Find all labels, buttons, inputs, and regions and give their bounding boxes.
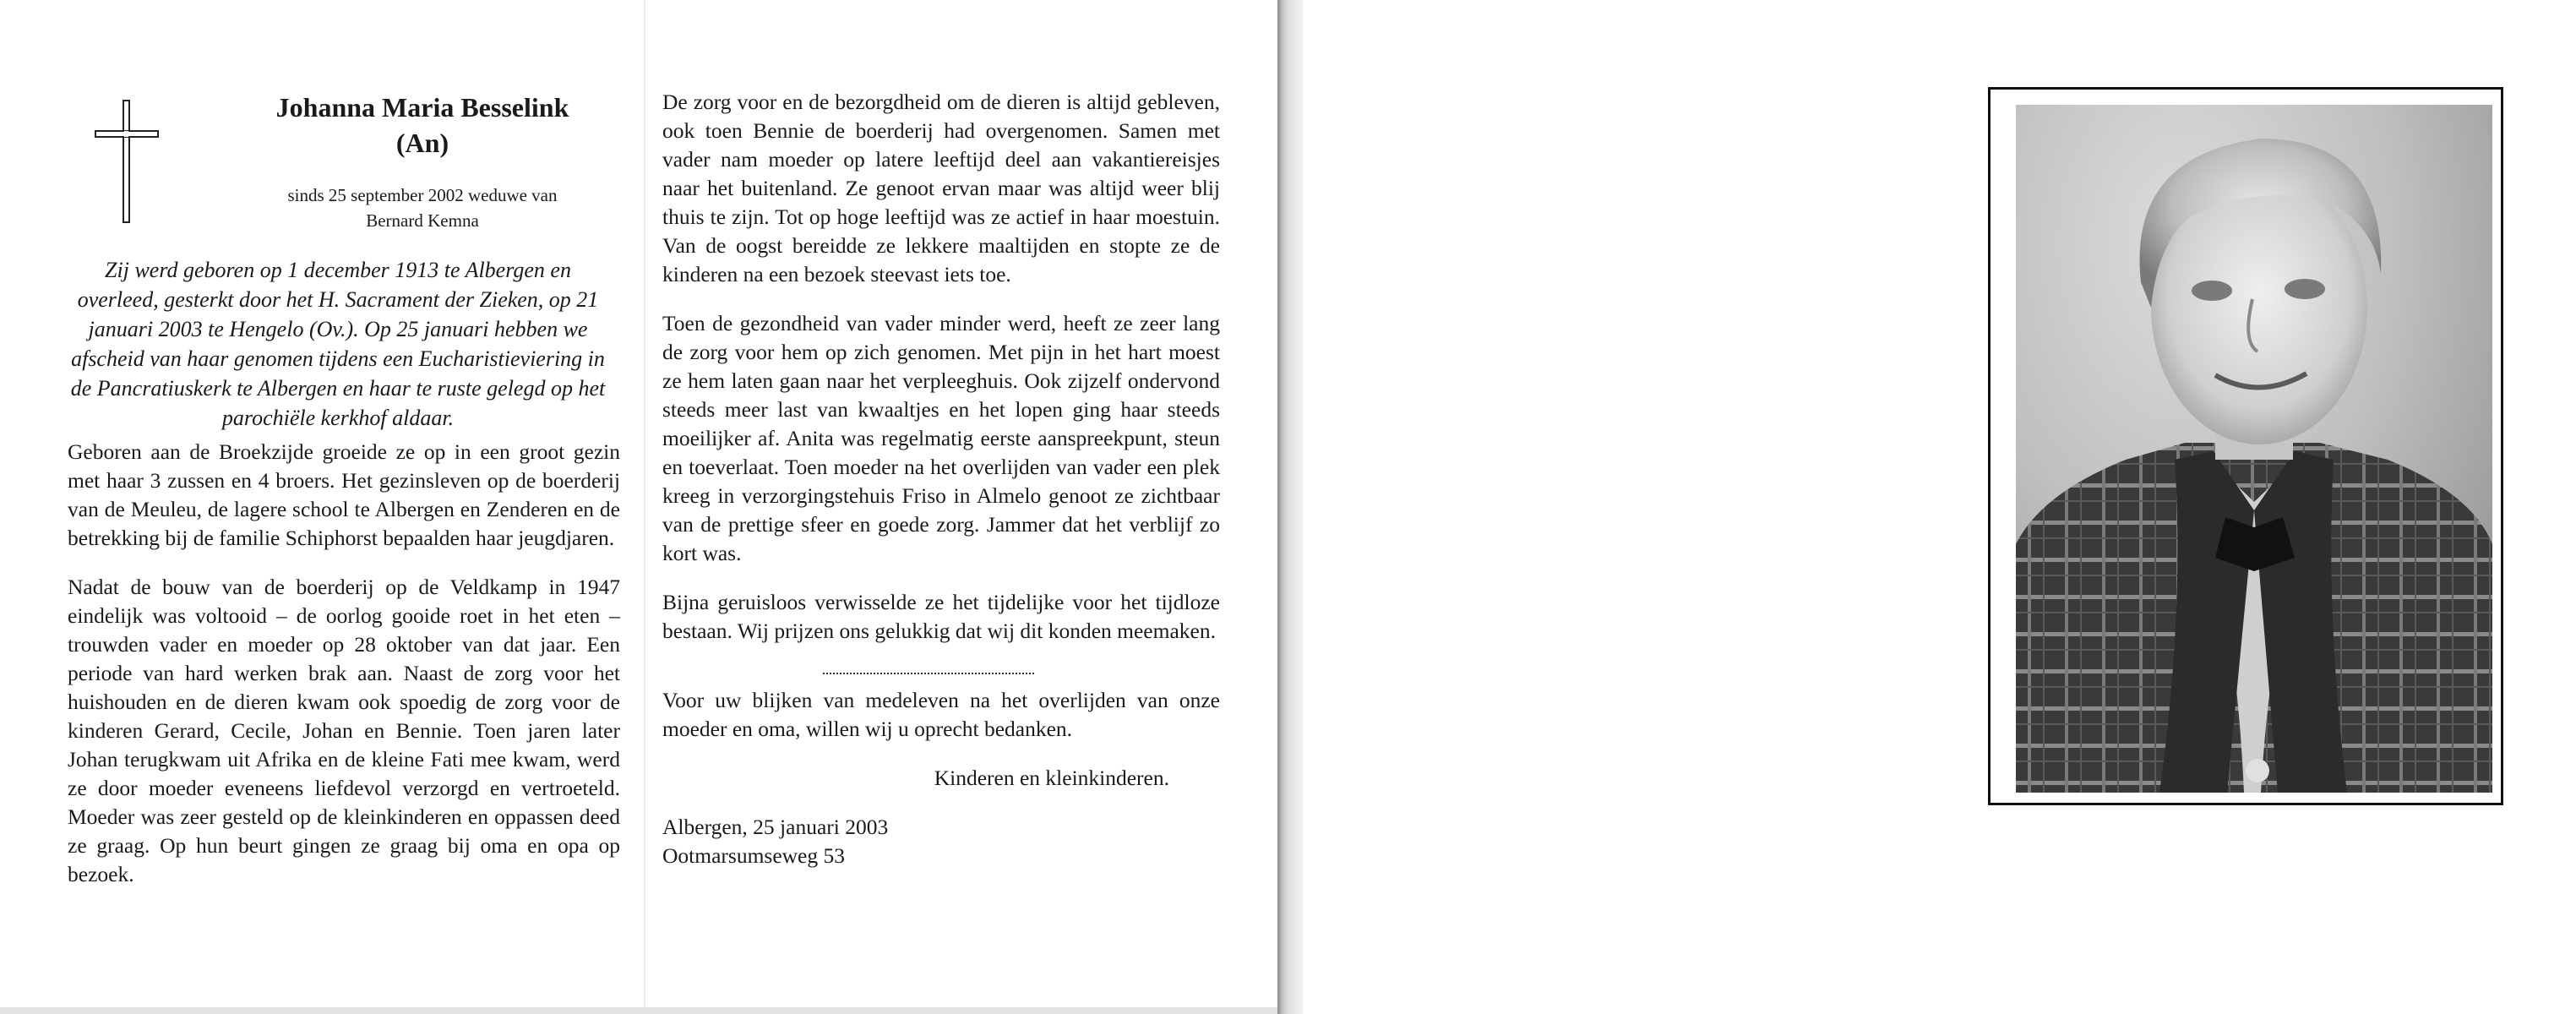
- paragraph-care: Toen de gezondheid van vader minder werd, heeft ze zeer lang de zorg voor hem op zich genomen. Met pijn in het hart moest ze hem laten gaan naar het verpleeghuis. Ook zijzelf ondervond steeds meer last van kwaaltjes en het lopen ging haar steeds moeilijker af. Anita was regelmatig eerste aanspreekpunt, steun en toeverlaat. Toen moeder na het overlijden van vader een plek kreeg in verzorgingstehuis Friso in Almelo genoot ze zichtbaar van de prettige sfeer en goede zorg. Jammer dat het verblijf zo kort was.: [662, 311, 1220, 565]
- card-fold-line: [644, 0, 645, 1007]
- widow-line-2: Bernard Kemna: [366, 210, 479, 231]
- paragraph-marriage: Nadat de bouw van de boerderij op de Veldkamp in 1947 eindelijk was voltooid – de oorlog gooide roet in het eten – trouwden vader en moeder op 28 oktober van dat jaar. Een periode van hard werken brak aan. Naast de zorg voor het huishouden en de dieren kwam ook spoedig de zorg voor de kinderen Gerard, Cecile, Johan en Bennie. Toen jaren later Johan terugkwam uit Afrika en de kleine Fati mee kwam, werd ze door moeder eveneens liefdevol verzorgd en vertroeteld. Moeder was zeer gesteld op de kleinkinderen en oppassen deed ze graag. Op hun beurt gingen ze graag bij oma en opa op bezoek.: [68, 575, 620, 886]
- widow-notice: [211, 183, 634, 233]
- paragraph-youth: Geboren aan de Broekzijde groeide ze op in een groot gezin met haar 3 zussen en 4 broers. Het gezinsleven op de boerderij van de Meuleu, de lagere school te Albergen en Zenderen en de betrekking bij de familie Schiphorst bepaalden haar jeugdjaren.: [68, 439, 620, 550]
- thanks-text: Voor uw blijken van medeleven na het overlijden van onze moeder en oma, willen wij u oprecht bedanken.: [662, 688, 1220, 741]
- life-summary-italic: Zij werd geboren op 1 december 1913 te Albergen en overleed, gesterkt door het H. Sacrament der Zieken, op 21 januari 2003 te Hengelo (Ov.). Op 25 januari hebben we afscheid van haar genomen tijdens een Eucharistieviering in de Pancratiuskerk te Albergen en haar te ruste gelegd op het parochiële kerkhof aldaar.: [70, 258, 606, 430]
- portrait-photo: [2016, 105, 2492, 793]
- address: Ootmarsumseweg 53: [662, 843, 846, 868]
- widow-line-1: sinds 25 september 2002 weduwe van: [287, 185, 558, 205]
- place-date: Albergen, 25 januari 2003: [662, 815, 889, 839]
- paragraph-animals: De zorg voor en de bezorgdheid om de dieren is altijd gebleven, ook toen Bennie de boerderij had overgenomen. Samen met vader nam moeder op latere leeftijd deel aan vakantiereisjes naar het buitenland. Ze genoot ervan maar was altijd weer blij thuis te zijn. Tot op hoge leeftijd was ze actief in haar moestuin. Van de oogst bereidde ze lekkere maaltijden en stopte ze de kinderen na een bezoek steevast iets toe.: [662, 90, 1220, 286]
- paragraph-passing: Bijna geruisloos verwisselde ze het tijdelijke voor het tijdloze bestaan. Wij prijzen ons gelukkig dat wij dit konden meemaken.: [662, 590, 1220, 643]
- signature: Kinderen en kleinkinderen.: [934, 766, 1169, 790]
- right-text-column: [662, 88, 1220, 870]
- portrait-frame: [1988, 87, 2503, 805]
- memorial-card-left-page: [0, 0, 1280, 1007]
- left-text-column: [68, 438, 620, 909]
- deceased-nickname: (An): [395, 128, 449, 158]
- deceased-name: Johanna Maria Besselink: [275, 92, 569, 123]
- portrait-illustration: [2016, 105, 2492, 793]
- deceased-name-block: [211, 90, 634, 161]
- cross-icon: [95, 100, 159, 226]
- card-bottom-edge: [0, 1007, 1280, 1014]
- card-edge-shadow: [1277, 0, 1303, 1014]
- dotted-divider: [823, 666, 1034, 674]
